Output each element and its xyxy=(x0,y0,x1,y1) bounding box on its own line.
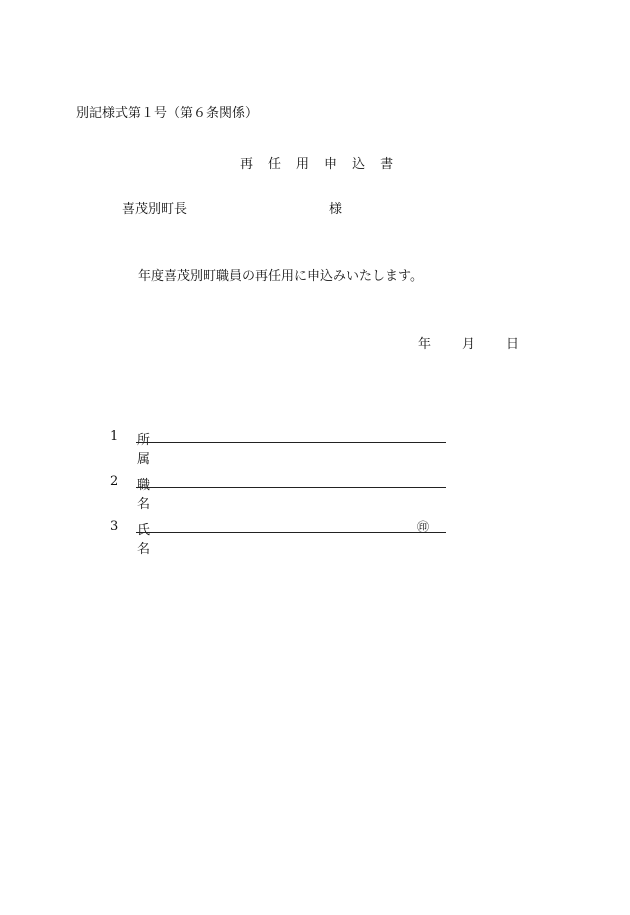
field-label: 職 名 xyxy=(137,478,164,512)
date-line xyxy=(418,338,519,351)
form-reference: 別記様式第１号（第６条関係） xyxy=(76,106,259,121)
date-month: 月 xyxy=(462,337,476,352)
date-day: 日 xyxy=(506,337,520,352)
title-char: 再 xyxy=(240,157,254,172)
field-number: 1 xyxy=(110,429,119,444)
affiliation-input-line[interactable] xyxy=(136,442,446,443)
addressee: 喜茂別町長 xyxy=(122,202,188,217)
field-number: 2 xyxy=(110,474,119,489)
name-input-line[interactable] xyxy=(136,532,446,533)
field-label: 氏 名 xyxy=(137,523,164,557)
title-char: 書 xyxy=(380,157,394,172)
honorific: 様 xyxy=(329,202,343,217)
title-char: 用 xyxy=(296,157,310,172)
title-char: 込 xyxy=(352,157,366,172)
field-label: 所 属 xyxy=(137,433,164,467)
title-char: 任 xyxy=(268,157,282,172)
field-number: 3 xyxy=(110,519,119,534)
date-year: 年 xyxy=(418,337,432,352)
seal-mark: ㊞ xyxy=(417,520,430,534)
document-title xyxy=(240,158,408,171)
body-text: 年度喜茂別町職員の再任用に申込みいたします。 xyxy=(138,269,423,284)
position-input-line[interactable] xyxy=(136,487,446,488)
title-char: 申 xyxy=(324,157,338,172)
